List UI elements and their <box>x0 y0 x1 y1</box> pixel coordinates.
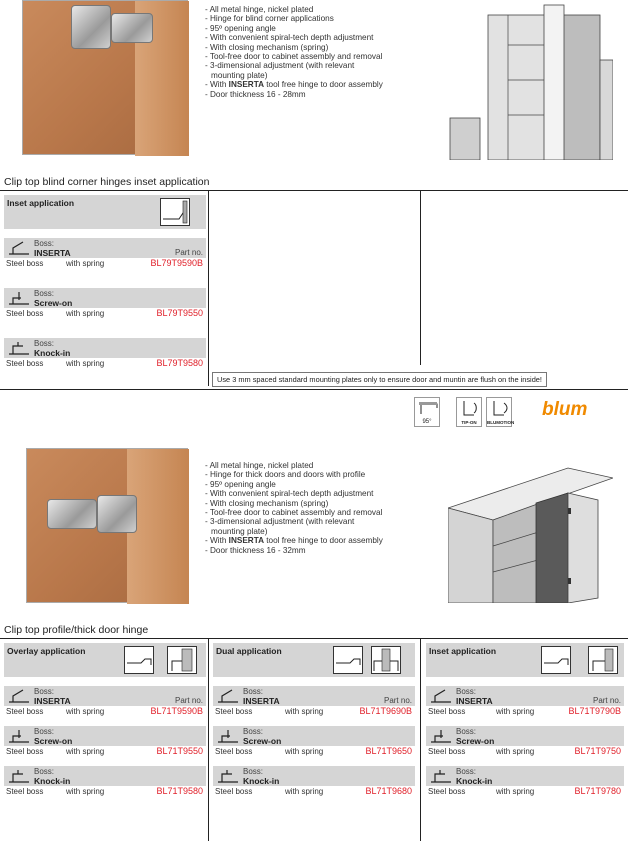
boss-row-knock-in <box>4 766 206 786</box>
feature-item: - 95º opening angle <box>205 24 435 33</box>
material: Steel boss <box>215 707 253 716</box>
inserta-boss-icon <box>7 688 31 704</box>
spring: with spring <box>285 707 324 716</box>
part-number[interactable]: BL71T9650 <box>365 746 412 756</box>
boss-label: Boss: <box>34 339 55 348</box>
opening-angle-icon: 95° <box>414 397 440 427</box>
feature-item: - With closing mechanism (spring) <box>205 499 435 508</box>
boss-type: INSERTA <box>34 696 71 706</box>
blum-logo: blum <box>542 399 588 420</box>
application-header <box>213 643 415 677</box>
boss-label: Boss: <box>243 687 264 696</box>
feature-item: - 3-dimensional adjustment (with relevant <box>205 517 435 526</box>
part-number[interactable]: BL71T9750 <box>574 746 621 756</box>
screw-on-boss-icon <box>429 728 453 744</box>
boss-type: Screw-on <box>34 736 73 746</box>
boss-type: Screw-on <box>243 736 282 746</box>
part-number[interactable]: BL71T9590B <box>150 706 203 716</box>
section1-title: Clip top blind corner hinges inset application <box>4 176 210 188</box>
boss-row-inserta <box>426 686 624 706</box>
boss-label: Boss: <box>34 289 55 298</box>
feature-item: - 3-dimensional adjustment (with relevant <box>205 61 435 70</box>
inserta-boss-icon <box>7 240 31 256</box>
material: Steel boss <box>6 707 44 716</box>
part-row <box>4 308 206 320</box>
section1-inset-panel <box>4 195 206 370</box>
boss-type: INSERTA <box>456 696 493 706</box>
material: Steel boss <box>6 359 44 368</box>
screw-on-boss-icon <box>7 290 31 306</box>
feature-item: - All metal hinge, nickel plated <box>205 461 435 470</box>
application-header <box>426 643 624 677</box>
middle-feature-list <box>205 461 435 555</box>
blind-corner-hinge-photo <box>22 0 188 155</box>
part-row <box>213 706 415 718</box>
dual-hinge-diagram-right <box>371 646 401 674</box>
overlay-hinge-diagram-left <box>124 646 154 674</box>
feature-item: - With INSERTA tool free hinge to door assembly <box>205 80 435 89</box>
knock-in-boss-icon <box>7 340 31 356</box>
part-number[interactable]: BL71T9790B <box>568 706 621 716</box>
boss-row-screw-on <box>4 726 206 746</box>
boss-row-inserta <box>4 686 206 706</box>
material: Steel boss <box>215 747 253 756</box>
part-row <box>426 786 624 798</box>
part-row <box>213 786 415 798</box>
material: Steel boss <box>428 787 466 796</box>
part-no-label: Part no. <box>174 696 203 705</box>
overlay-application-panel <box>4 643 206 798</box>
part-no-label: Part no. <box>592 696 621 705</box>
feature-item: - With INSERTA tool free hinge to door assembly <box>205 536 435 545</box>
part-number[interactable]: BL71T9680 <box>365 786 412 796</box>
application-title: Inset application <box>429 646 497 656</box>
boss-label: Boss: <box>243 727 264 736</box>
part-number[interactable]: BL71T9780 <box>574 786 621 796</box>
spring: with spring <box>66 787 105 796</box>
boss-type: Knock-in <box>34 776 71 786</box>
material: Steel boss <box>215 787 253 796</box>
mounting-plate-note: Use 3 mm spaced standard mounting plates only to ensure door and muntin are flush on the inside! <box>212 372 547 387</box>
boss-row-knock-in <box>4 338 206 358</box>
part-row <box>4 358 206 370</box>
knock-in-boss-icon <box>216 768 240 784</box>
feature-item: mounting plate) <box>211 70 268 80</box>
boss-row-screw-on <box>426 726 624 746</box>
part-number[interactable]: BL79T9580 <box>156 358 203 368</box>
application-title: Inset application <box>7 198 75 208</box>
spring: with spring <box>66 707 105 716</box>
dual-application-panel <box>213 643 415 798</box>
material: Steel boss <box>6 787 44 796</box>
boss-row-knock-in <box>426 766 624 786</box>
feature-item: - Tool-free door to cabinet assembly and removal <box>205 52 435 61</box>
feature-item: - With closing mechanism (spring) <box>205 43 435 52</box>
inset-hinge-diagram-right <box>588 646 618 674</box>
part-row <box>426 746 624 758</box>
boss-type: Screw-on <box>456 736 495 746</box>
screw-on-boss-icon <box>216 728 240 744</box>
spring: with spring <box>285 787 324 796</box>
spring: with spring <box>66 359 105 368</box>
top-feature-list <box>205 5 435 99</box>
boss-row-inserta <box>4 238 206 258</box>
feature-item: - 95º opening angle <box>205 480 435 489</box>
section2-title: Clip top profile/thick door hinge <box>4 624 149 636</box>
knock-in-boss-icon <box>7 768 31 784</box>
feature-item: mounting plate) <box>211 526 268 536</box>
boss-type: Knock-in <box>243 776 280 786</box>
material: Steel boss <box>6 747 44 756</box>
boss-type: INSERTA <box>34 248 71 258</box>
inserta-boss-icon <box>429 688 453 704</box>
application-title: Dual application <box>216 646 282 656</box>
part-row <box>4 786 206 798</box>
feature-item: - Door thickness 16 - 28mm <box>205 90 435 99</box>
boss-label: Boss: <box>34 687 55 696</box>
part-row <box>213 746 415 758</box>
thick-door-hinge-photo <box>26 448 188 603</box>
feature-item: - Tool-free door to cabinet assembly and removal <box>205 508 435 517</box>
boss-row-inserta <box>213 686 415 706</box>
overlay-hinge-diagram-right <box>167 646 197 674</box>
spring: with spring <box>496 707 535 716</box>
material: Steel boss <box>6 309 44 318</box>
part-row <box>4 746 206 758</box>
tip-on-icon: TIP-ON <box>456 397 482 427</box>
part-row <box>4 706 206 718</box>
feature-item: - With convenient spiral-tech depth adjustment <box>205 33 435 42</box>
feature-item: - Hinge for thick doors and doors with profile <box>205 470 435 479</box>
boss-type: Knock-in <box>34 348 71 358</box>
feature-item: - All metal hinge, nickel plated <box>205 5 435 14</box>
boss-row-knock-in <box>213 766 415 786</box>
corner-cabinet-illustration <box>448 0 613 160</box>
boss-label: Boss: <box>34 727 55 736</box>
material: Steel boss <box>6 259 44 268</box>
feature-item: - Door thickness 16 - 32mm <box>205 546 435 555</box>
boss-label: Boss: <box>34 767 55 776</box>
part-no-label: Part no. <box>174 248 203 257</box>
blumotion-icon: BLUMOTION <box>486 397 512 427</box>
inset-hinge-diagram-left <box>541 646 571 674</box>
boss-row-screw-on <box>213 726 415 746</box>
feature-item: - With convenient spiral-tech depth adjustment <box>205 489 435 498</box>
application-title: Overlay application <box>7 646 86 656</box>
part-number[interactable]: BL71T9690B <box>359 706 412 716</box>
cabinet-illustration <box>448 448 613 603</box>
boss-label: Boss: <box>243 767 264 776</box>
boss-label: Boss: <box>456 687 477 696</box>
material: Steel boss <box>428 747 466 756</box>
application-header <box>4 643 206 677</box>
inset-application-panel <box>426 643 624 798</box>
part-no-label: Part no. <box>383 696 412 705</box>
spring: with spring <box>66 747 105 756</box>
part-number[interactable]: BL79T9550 <box>156 308 203 318</box>
application-header <box>4 195 206 229</box>
screw-on-boss-icon <box>7 728 31 744</box>
part-row <box>426 706 624 718</box>
boss-label: Boss: <box>456 767 477 776</box>
boss-type: Knock-in <box>456 776 493 786</box>
boss-type: Screw-on <box>34 298 73 308</box>
part-row <box>4 258 206 270</box>
knock-in-boss-icon <box>429 768 453 784</box>
part-number[interactable]: BL79T9590B <box>150 258 203 268</box>
part-number[interactable]: BL71T9580 <box>156 786 203 796</box>
spring: with spring <box>496 747 535 756</box>
dual-hinge-diagram-left <box>333 646 363 674</box>
inset-hinge-diagram <box>160 198 190 226</box>
spring: with spring <box>66 309 105 318</box>
material: Steel boss <box>428 707 466 716</box>
spring: with spring <box>66 259 105 268</box>
boss-label: Boss: <box>34 239 55 248</box>
boss-label: Boss: <box>456 727 477 736</box>
spring: with spring <box>496 787 535 796</box>
boss-row-screw-on <box>4 288 206 308</box>
part-number[interactable]: BL71T9550 <box>156 746 203 756</box>
inserta-boss-icon <box>216 688 240 704</box>
feature-item: - Hinge for blind corner applications <box>205 14 435 23</box>
boss-type: INSERTA <box>243 696 280 706</box>
spring: with spring <box>285 747 324 756</box>
